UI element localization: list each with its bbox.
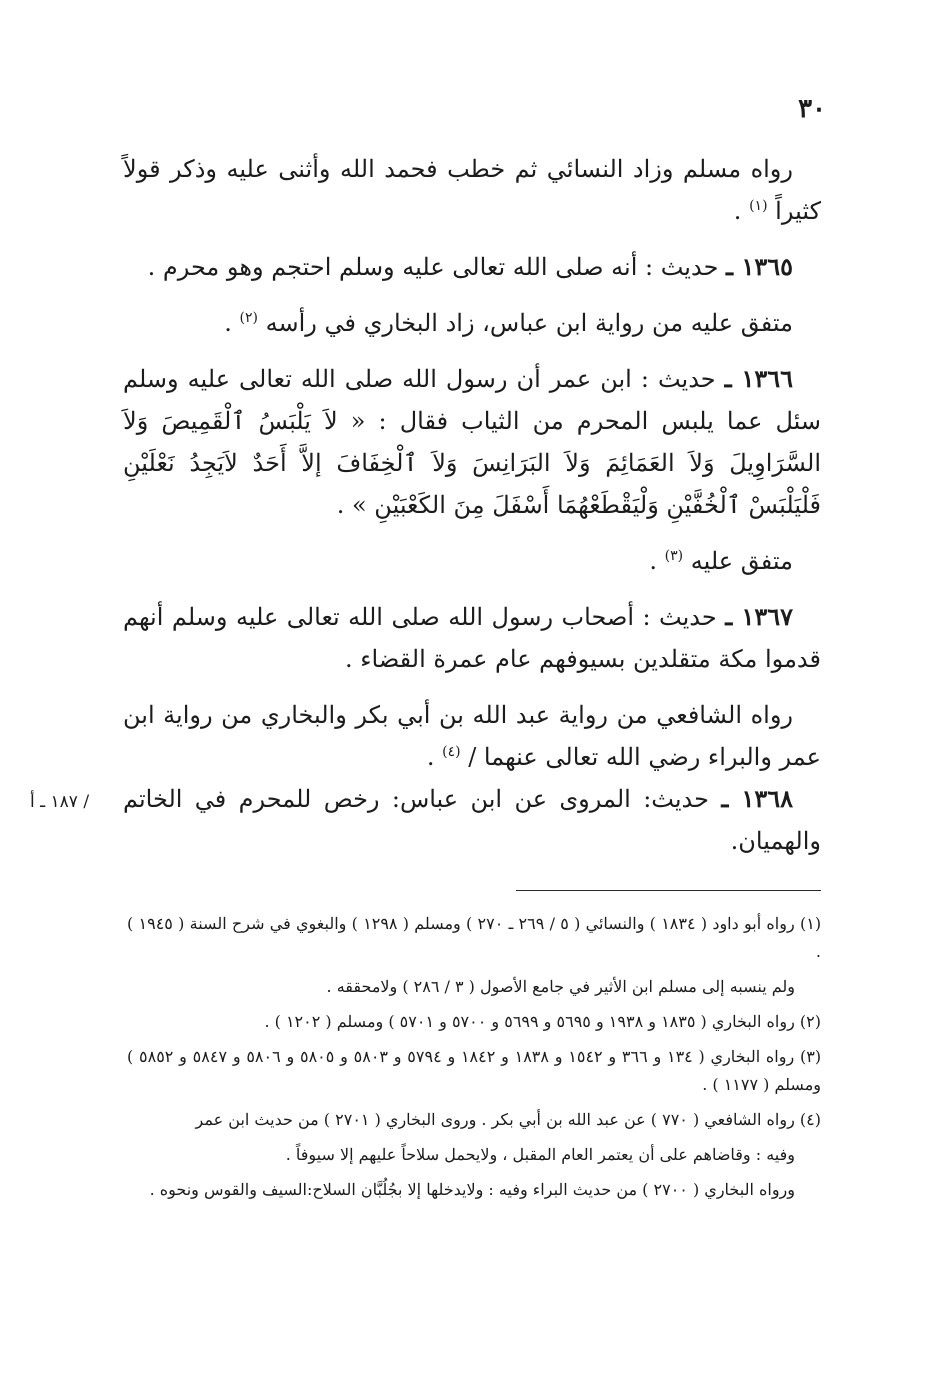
paragraph-1-end: . <box>733 197 750 225</box>
paragraph-1 <box>123 148 821 232</box>
hadith-1366-text: حديث : ابن عمر أن رسول الله صلى الله تعالى عليه وسلم سئل عما يلبس المحرم من الثياب فقال : « لاَ يَلْبَسُ ٱلْقَمِيصَ وَلاَ السَّرَاوِيلَ وَلاَ العَمَائِمَ وَلاَ البَرَانِسَ وَلاَ ٱلْخِفَافَ إلاَّ أَحَدٌ لاَيَجِدُ نَعْلَيْنِ فَلْيَلْبَسْ ٱلْخُفَّيْنِ وَلْيَقْطَعْهُمَا أَسْفَلَ مِنَ الكَعْبَيْنِ » . <box>123 365 821 519</box>
footnote-1-continuation: ولم ينسبه إلى مسلم ابن الأثير في جامع الأصول ( ٣ / ٢٨٦ ) ولامحققه . <box>326 977 795 996</box>
hadith-1368-text: حديث: المروى عن ابن عباس: رخص للمحرم في الخاتم والهميان. <box>123 785 821 855</box>
paragraph-3 <box>123 540 821 582</box>
footnote-ref-2[interactable]: (٢) <box>239 310 258 326</box>
footnote-ref-3[interactable]: (٣) <box>664 548 684 564</box>
paragraph-3-end: . <box>649 547 665 575</box>
paragraph-2 <box>123 302 821 344</box>
footnote-ref-1[interactable]: (١) <box>749 198 768 214</box>
paragraph-4-text: رواه الشافعي من رواية عبد الله بن أبي بكر والبخاري من رواية ابن عمر والبراء رضي الله تعالى عنهما / <box>123 701 821 771</box>
footnote-2: (٢) رواه البخاري ( ١٨٣٥ و ١٩٣٨ و ٥٦٩٥ و ٥٦٩٩ و ٥٧٠٠ و ٥٧٠١ ) ومسلم ( ١٢٠٢ ) . <box>264 1012 821 1031</box>
footnotes <box>127 910 821 1211</box>
hadith-1367-number: ١٣٦٧ ـ <box>725 602 794 631</box>
margin-folio-note: / ١٨٧ ـ أ <box>30 792 90 812</box>
footnote-1: (١) رواه أبو داود ( ١٨٣٤ ) والنسائي ( ٥ / ٢٦٩ ـ ٢٧٠ ) ومسلم ( ١٢٩٨ ) والبغوي في شرح السنة ( ١٩٤٥ ) . <box>127 914 822 961</box>
hadith-1365 <box>123 246 821 288</box>
hadith-1368 <box>123 778 821 862</box>
footnote-4: (٤) رواه الشافعي ( ٧٧٠ ) عن عبد الله بن أبي بكر . وروى البخاري ( ٢٧٠١ ) من حديث ابن عمر <box>195 1110 821 1129</box>
footnote-4-continuation: وفيه : وقاضاهم على أن يعتمر العام المقبل ، ولايحمل سلاحاً عليهم إلا سيوفاً . <box>285 1145 795 1164</box>
paragraph-2-text: متفق عليه من رواية ابن عباس، زاد البخاري في رأسه <box>265 309 793 337</box>
main-text <box>123 148 821 862</box>
page-number: ٣٠ <box>798 94 826 124</box>
paragraph-4 <box>123 694 821 778</box>
hadith-1367-text: حديث : أصحاب رسول الله صلى الله تعالى عليه وسلم أنهم قدموا مكة متقلدين بسيوفهم عام عمرة القضاء . <box>123 603 821 673</box>
hadith-1368-number: ١٣٦٨ ـ <box>721 784 793 813</box>
footnote-separator <box>516 890 821 891</box>
footnote-ref-4[interactable]: (٤) <box>442 744 461 760</box>
hadith-1366-number: ١٣٦٦ ـ <box>724 364 793 393</box>
paragraph-4-end: . <box>426 743 443 771</box>
paragraph-3-text: متفق عليه <box>690 547 793 575</box>
hadith-1365-number: ١٣٦٥ ـ <box>726 252 793 281</box>
paragraph-1-text: رواه مسلم وزاد النسائي ثم خطب فحمد الله وأثنى عليه وذكر قولاً كثيراً <box>123 155 821 225</box>
hadith-1366 <box>123 358 821 526</box>
hadith-1365-text: حديث : أنه صلى الله تعالى عليه وسلم احتجم وهو محرم . <box>147 253 727 281</box>
paragraph-2-end: . <box>224 309 240 337</box>
footnote-4-continuation-2: ورواه البخاري ( ٢٧٠٠ ) من حديث البراء وفيه : ولايدخلها إلا بجُلُبَّان السلاح:السيف والقوس ونحوه . <box>149 1180 795 1199</box>
footnote-3: (٣) رواه البخاري ( ١٣٤ و ٣٦٦ و ١٥٤٢ و ١٨٣٨ و ١٨٤٢ و ٥٧٩٤ و ٥٨٠٣ و ٥٨٠٥ و ٥٨٠٦ و ٥٨٤٧ و ٥٨٥٢ ) ومسلم ( ١١٧٧ ) . <box>127 1047 822 1094</box>
hadith-1367 <box>123 596 821 680</box>
